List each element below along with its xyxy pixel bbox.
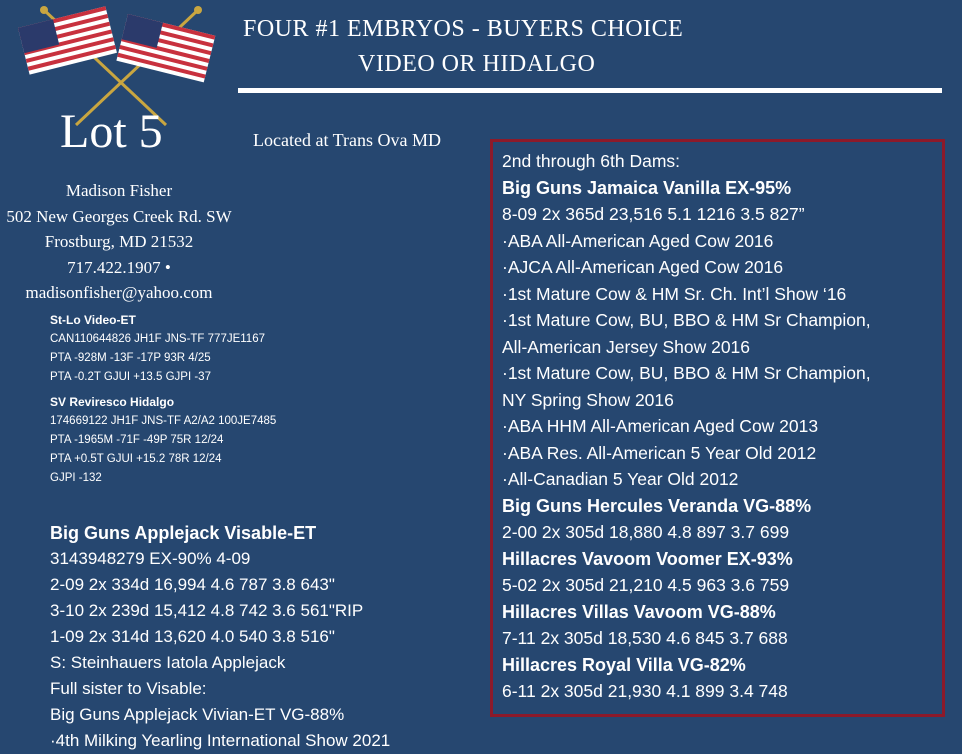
pedigree-line: ·1st Mature Cow, BU, BBO & HM Sr Champion, xyxy=(502,310,871,330)
pedigree-heading: 2nd through 6th Dams: xyxy=(502,151,681,171)
pedigree-line: ·ABA Res. All-American 5 Year Old 2012 xyxy=(502,442,817,463)
sire-info-line: PTA -0.2T GJUI +13.5 GJPI -37 xyxy=(50,371,211,383)
dam-info-line: ·4th Milking Yearling International Show 2021 xyxy=(50,731,391,750)
location-text: Located at Trans Ova MD xyxy=(253,130,441,150)
contact-name: Madison Fisher xyxy=(65,181,173,200)
pedigree-box xyxy=(490,139,945,717)
pedigree-dam-name: Hillacres Villas Vavoom VG-88% xyxy=(502,601,776,622)
sire-info-line: PTA -928M -13F -17P 93R 4/25 xyxy=(50,352,211,364)
pedigree-line: All-American Jersey Show 2016 xyxy=(502,336,751,357)
sire-info-line: PTA -1965M -71F -49P 75R 12/24 xyxy=(50,434,224,446)
sire-info-line: PTA +0.5T GJUI +15.2 78R 12/24 xyxy=(50,453,222,465)
pedigree-line: 8-09 2x 365d 23,516 5.1 1216 3.5 827” xyxy=(502,204,805,224)
pedigree-line: 2-00 2x 305d 18,880 4.8 897 3.7 699 xyxy=(502,522,790,542)
pedigree-dam-name: Hillacres Vavoom Voomer EX-93% xyxy=(502,548,793,569)
pedigree-line: ·AJCA All-American Aged Cow 2016 xyxy=(502,257,784,277)
pedigree-line: ·ABA HHM All-American Aged Cow 2013 xyxy=(502,416,819,436)
dam-info-line: 1-09 2x 314d 13,620 4.0 540 3.8 516" xyxy=(50,627,335,646)
pedigree-line: ·All-Canadian 5 Year Old 2012 xyxy=(502,469,739,489)
pedigree-dam-name: Hillacres Royal Villa VG-82% xyxy=(502,654,746,675)
pedigree-dam-name: Big Guns Jamaica Vanilla EX-95% xyxy=(502,177,792,198)
lot-number: Lot 5 xyxy=(60,105,163,158)
sire-info-line: CAN110644826 JH1F JNS-TF 777JE1167 xyxy=(50,333,265,345)
dam-info-line: 3-10 2x 239d 15,412 4.8 742 3.6 561"RIP xyxy=(50,601,364,620)
contact-email[interactable]: madisonfisher@yahoo.com xyxy=(25,283,213,302)
sire-info-line: GJPI -132 xyxy=(50,472,102,484)
pedigree-line: 6-11 2x 305d 21,930 4.1 899 3.4 748 xyxy=(502,681,788,701)
dam-info-line: 2-09 2x 334d 16,994 4.6 787 3.8 643" xyxy=(50,575,335,594)
pedigree-line: ·1st Mature Cow, BU, BBO & HM Sr Champion, xyxy=(502,363,871,383)
contact-phone: 717.422.1907 • xyxy=(67,257,171,277)
sire-name: St-Lo Video-ET xyxy=(50,313,136,327)
dam-info-line: S: Steinhauers Iatola Applejack xyxy=(50,653,286,672)
dam-info-line: Big Guns Applejack Vivian-ET VG-88% xyxy=(50,705,345,724)
title-divider xyxy=(238,88,942,93)
contact-city: Frostburg, MD 21532 xyxy=(44,232,194,251)
title-line-1: FOUR #1 EMBRYOS - BUYERS CHOICE xyxy=(243,16,684,42)
dam-info-line: Full sister to Visable: xyxy=(50,679,207,698)
dam-block xyxy=(50,520,390,754)
sire-name: SV Reviresco Hidalgo xyxy=(50,395,175,409)
pedigree-line: 5-02 2x 305d 21,210 4.5 963 3.6 759 xyxy=(502,575,790,595)
pedigree-line: 7-11 2x 305d 18,530 4.6 845 3.7 688 xyxy=(502,628,788,648)
dam-name: Big Guns Applejack Visable-ET xyxy=(50,523,317,543)
dam-info-line: 3143948279 EX-90% 4-09 xyxy=(50,549,251,568)
sire-block-video xyxy=(50,311,265,387)
contact-street: 502 New Georges Creek Rd. SW xyxy=(6,206,232,226)
title-line-2: VIDEO OR HIDALGO xyxy=(358,51,596,77)
sire-info-line: 174669122 JH1F JNS-TF A2/A2 100JE7485 xyxy=(50,415,277,427)
pedigree-line: ·ABA All-American Aged Cow 2016 xyxy=(502,230,774,251)
sire-block-hidalgo xyxy=(50,393,276,488)
pedigree-line: NY Spring Show 2016 xyxy=(502,389,674,410)
contact-block xyxy=(0,178,249,306)
pedigree-dam-name: Big Guns Hercules Veranda VG-88% xyxy=(502,495,812,516)
pedigree-line: ·1st Mature Cow & HM Sr. Ch. Int’l Show ‘16 xyxy=(502,283,847,304)
